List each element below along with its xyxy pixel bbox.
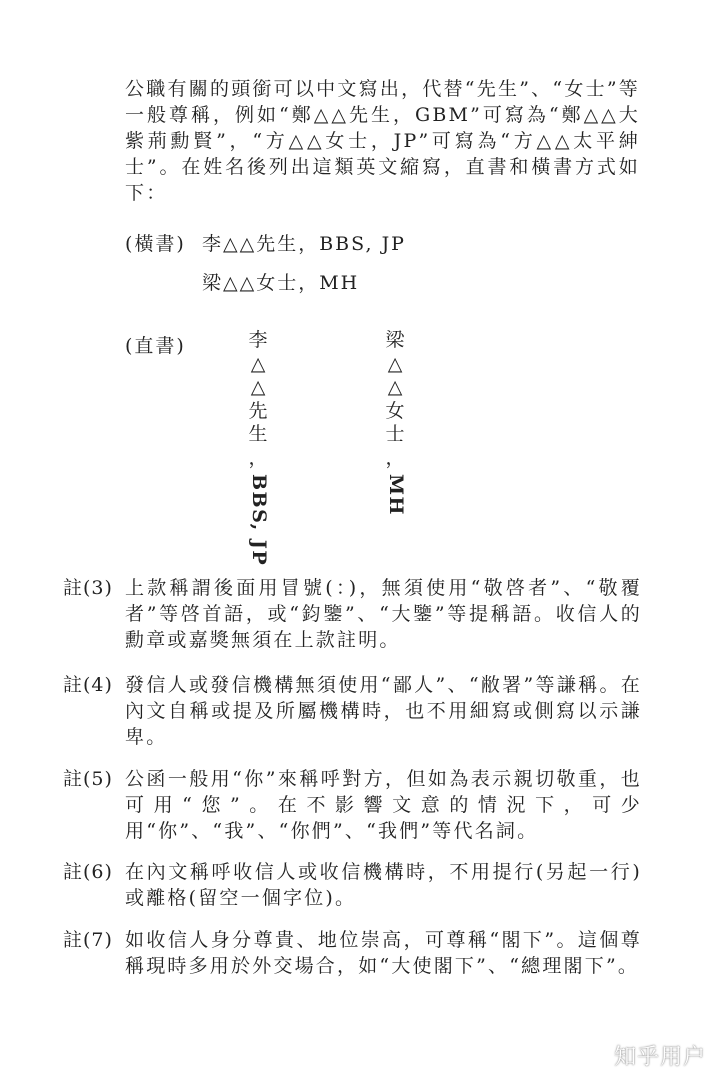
note-text: 在內文稱呼收信人或收信機構時，不用提行(另起一行)或離格(留空一個字位)。 xyxy=(125,861,642,909)
vertical-char: △ xyxy=(250,376,266,398)
horizontal-example-line-2: 梁△△女士，MH xyxy=(202,272,360,294)
vertical-char: 梁 xyxy=(385,329,405,351)
note-text: 上款稱謂後面用冒號(：)，無須使用“敬啓者”、“敬覆者”等啓首語，或“鈞鑒”、“大鑒”等提稱語。收信人的勳章或嘉獎無須在上款註明。 xyxy=(125,577,642,651)
note-label: 註(3) xyxy=(63,577,113,599)
vertical-char: △ xyxy=(250,352,266,375)
intro-paragraph: 公職有關的頭銜可以中文寫出，代替“先生”、“女士”等一般尊稱，例如“鄭△△先生，GBM”可寫為“鄭△△大紫荊勳賢”，“方△△女士，JP”可寫為“方△△太平紳士”。在姓名後列出這類英文縮寫，直書和橫書方式如下： xyxy=(125,78,640,204)
vertical-column-1 xyxy=(246,329,270,566)
vertical-char: 士 xyxy=(385,423,405,445)
vertical-abbrev: MH xyxy=(384,474,407,516)
note-text: 如收信人身分尊貴、地位崇高，可尊稱“閣下”。這個尊稱現時多用於外交場合，如“大使閣下”、“總理閣下”。 xyxy=(125,929,642,977)
note-label: 註(6) xyxy=(63,861,113,883)
vertical-char: ， xyxy=(248,446,268,469)
horizontal-example-line-1: 李△△先生，BBS, JP xyxy=(202,233,406,255)
note-label: 註(4) xyxy=(63,674,113,696)
note-text: 公函一般用“你”來稱呼對方，但如為表示親切敬重，也可用“您”。在不影響文意的情況下，可少用“你”、“我”、“你們”、“我們”等代名詞。 xyxy=(125,768,642,842)
vertical-column-2 xyxy=(383,329,407,516)
note-text: 發信人或發信機構無須使用“鄙人”、“敝署”等謙稱。在內文自稱或提及所屬機構時，也不用細寫或側寫以示謙卑。 xyxy=(125,674,642,748)
horizontal-example-label: (橫書) xyxy=(125,233,186,255)
vertical-abbrev: BBS, JP xyxy=(247,474,270,567)
vertical-example-label: (直書) xyxy=(125,335,186,357)
vertical-char: 女 xyxy=(385,399,405,422)
vertical-char: 李 xyxy=(248,329,268,351)
vertical-char: △ xyxy=(387,376,403,398)
vertical-char: ， xyxy=(385,446,405,469)
vertical-char: 先 xyxy=(248,399,268,422)
watermark-text: 知乎用户 xyxy=(613,1045,706,1070)
note-label: 註(5) xyxy=(63,768,113,790)
vertical-char: △ xyxy=(387,352,403,375)
note-label: 註(7) xyxy=(63,929,113,951)
vertical-char: 生 xyxy=(248,423,268,445)
